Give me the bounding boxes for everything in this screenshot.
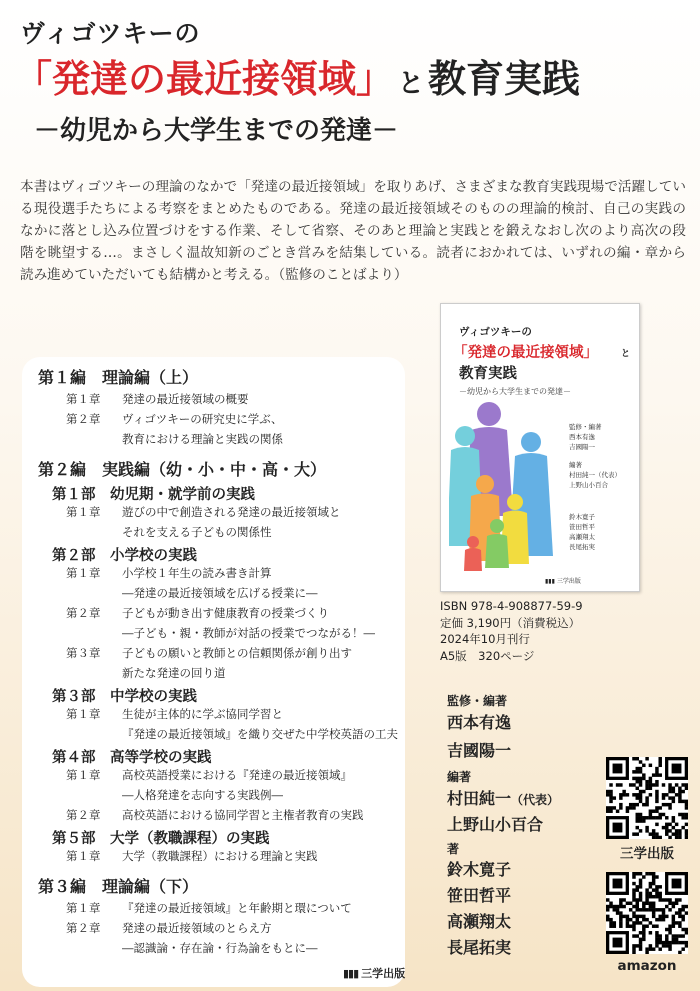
- toc-chapter-number: 第２章: [66, 606, 101, 620]
- main-title-red: 「発達の最近接領域」: [14, 57, 395, 101]
- toc-chapter-title: 子どもの願いと教師との信頼関係が創り出す: [122, 646, 352, 660]
- toc-part-heading: 第１編 理論編（上）: [38, 368, 199, 387]
- author-name: 笹田哲平: [447, 886, 512, 905]
- subtitle: －幼児から大学生までの発達－: [34, 116, 399, 146]
- toc-chapter-title: 遊びの中で創造される発達の最近接領域と: [122, 505, 341, 519]
- toc-chapter-title: ヴィゴツキーの研究史に学ぶ、: [122, 412, 283, 426]
- toc-chapter-number: 第１章: [66, 707, 101, 721]
- toc-chapter-number: 第１章: [66, 849, 101, 863]
- toc-chapter-title: 小学校１年生の読み書き計算: [122, 566, 272, 580]
- toc-chapter-title: 高校英語授業における『発達の最近接領域』: [122, 768, 352, 782]
- toc-chapter-number: 第１章: [66, 505, 101, 519]
- edit-label: 編著: [447, 770, 472, 784]
- cover-title-black: 教育実践: [459, 366, 517, 382]
- toc-chapter-title: 生徒が主体的に学ぶ協同学習と: [122, 707, 283, 721]
- author-name: 鈴木寛子: [447, 860, 512, 879]
- author-label: 著: [447, 842, 460, 856]
- supervise-label: 監修・編著: [447, 694, 508, 708]
- toc-chapter-title-continued: 『発達の最近接領域』を織り交ぜた中学校英語の工夫: [122, 727, 398, 741]
- toc-chapter: [66, 807, 364, 823]
- publisher-qr-code[interactable]: [606, 757, 688, 839]
- cover-supervisor: 西本有逸: [569, 433, 595, 441]
- cover-title-red: 「発達の最近接領域」: [453, 345, 598, 361]
- toc-chapter: [66, 504, 341, 520]
- toc-chapter: [66, 900, 352, 916]
- cover-editor: 上野山小百合: [569, 481, 608, 489]
- toc-publisher: [343, 965, 405, 981]
- supervisor-name: 吉國陽一: [447, 741, 512, 760]
- toc-chapter: [66, 411, 283, 427]
- cover-author: 笹田哲平: [569, 523, 595, 531]
- book-cover: [440, 303, 640, 592]
- cover-title-to: と: [621, 349, 631, 359]
- toc-section-heading: 第４部 高等学校の実践: [52, 750, 212, 766]
- toc-chapter-title: 大学（教職課程）における理論と実践: [122, 849, 318, 863]
- main-title: [14, 48, 580, 103]
- book-info: [440, 598, 583, 664]
- toc-part-heading: 第２編 実践編（幼・小・中・高・大）: [38, 460, 327, 479]
- toc-chapter-title: 発達の最近接領域のとらえ方: [122, 921, 272, 935]
- qr-code-icon: [606, 757, 688, 839]
- cover-subtitle: －幼児から大学生までの発達－: [459, 387, 571, 396]
- family-illustration-icon: [449, 396, 559, 574]
- editor-rep: （代表）: [511, 793, 560, 807]
- toc-chapter-title-continued: ―人格発達を志向する実践例―: [122, 788, 283, 802]
- cover-publisher-name: 三学出版: [556, 578, 581, 585]
- toc-section-heading: 第５部 大学（教職課程）の実践: [52, 831, 270, 847]
- toc-chapter: [66, 565, 272, 581]
- toc-chapter-number: 第１章: [66, 768, 101, 782]
- toc-chapter-title-continued: 教育における理論と実践の関係: [122, 432, 283, 446]
- toc-chapter-title-continued: それを支える子どもの関係性: [122, 525, 272, 539]
- price: 定価 3,190円（消費税込）: [440, 615, 581, 630]
- toc-chapter: [66, 920, 272, 936]
- amazon-qr-code[interactable]: [606, 872, 688, 954]
- toc-chapter: [66, 706, 283, 722]
- toc-chapter-number: 第３章: [66, 646, 101, 660]
- isbn: ISBN 978-4-908877-59-9: [440, 599, 583, 613]
- table-of-contents: [22, 357, 405, 987]
- cover-role-supervise: 監修・編著: [569, 423, 602, 431]
- author-name: 長尾拓実: [447, 938, 512, 957]
- toc-chapter-number: 第２章: [66, 808, 101, 822]
- cover-author: 鈴木寛子: [569, 513, 595, 521]
- editor-name: [447, 786, 559, 809]
- toc-chapter-number: 第１章: [66, 392, 101, 406]
- publisher-logo-icon: ▮▮▮: [343, 967, 359, 980]
- toc-chapter-number: 第２章: [66, 921, 101, 935]
- qr-code-icon: [606, 872, 688, 954]
- qr-label-amazon: amazon: [617, 958, 677, 974]
- toc-chapter-number: 第２章: [66, 412, 101, 426]
- toc-chapter: [66, 605, 329, 621]
- toc-chapter-title-continued: 新たな発達の回り道: [122, 666, 226, 680]
- toc-part-heading: 第３編 理論編（下）: [38, 877, 199, 896]
- toc-chapter-title-continued: ―発達の最近接領域を広げる授業に―: [122, 586, 318, 600]
- toc-chapter-title: 『発達の最近接領域』と年齢期と環について: [122, 901, 352, 915]
- toc-chapter: [66, 391, 249, 407]
- cover-author: 高瀬翔太: [569, 533, 595, 541]
- author-name: 高瀬翔太: [447, 912, 512, 931]
- toc-chapter-title-continued: ―子ども・親・教師が対話の授業でつながる！―: [122, 626, 375, 640]
- cover-supervisor: 吉國陽一: [569, 443, 595, 451]
- toc-chapter: [66, 645, 352, 661]
- cover-role-edit: 編著: [569, 461, 582, 469]
- cover-pre-title: ヴィゴツキーの: [459, 326, 532, 338]
- qr-label-publisher: 三学出版: [620, 846, 674, 862]
- main-title-to: と: [398, 69, 425, 99]
- editor-main-name: 村田純一: [447, 789, 512, 808]
- publisher-logo-icon: ▮▮▮: [545, 578, 557, 585]
- toc-chapter-number: 第１章: [66, 566, 101, 580]
- main-title-black: 教育実践: [428, 57, 581, 101]
- toc-chapter-number: 第１章: [66, 901, 101, 915]
- publish-date: 2024年10月刊行: [440, 632, 530, 646]
- editor-name: 上野山小百合: [447, 815, 544, 834]
- toc-chapter-title: 子どもが動き出す健康教育の授業づくり: [122, 606, 329, 620]
- toc-chapter-title-continued: ―認識論・存在論・行為論をもとに―: [122, 941, 318, 955]
- toc-publisher-name: 三学出版: [361, 967, 406, 980]
- toc-chapter: [66, 767, 352, 783]
- intro-text: 本書はヴィゴツキーの理論のなかで「発達の最近接領域」を取りあげ、さまざまな教育実践現場で活躍している現役選手たちによる考察をまとめたものである。発達の最近接領域そのものの理論的検討、自己の実践のなかに落とし込み位置づけをする作業、そして省察、そのあと理論と実践とを鍛えなおし次のより高次の段階を眺望する…。まさしく温故知新のごとき営みを結集している。読者におかれては、いずれの編・章から読み進めていただいても結構かと考える。（監修のことばより）: [20, 179, 686, 283]
- toc-chapter-title: 発達の最近接領域の概要: [122, 392, 249, 406]
- cover-publisher: [545, 576, 581, 585]
- supervisor-name: 西本有逸: [447, 713, 512, 732]
- toc-section-heading: 第２部 小学校の実践: [52, 548, 197, 564]
- toc-chapter-title: 高校英語における協同学習と主権者教育の実践: [122, 808, 364, 822]
- pre-title: ヴィゴツキーの: [20, 19, 201, 48]
- toc-section-heading: 第１部 幼児期・就学前の実践: [52, 487, 255, 503]
- cover-author: 長尾拓実: [569, 543, 595, 551]
- toc-chapter: [66, 848, 318, 864]
- toc-section-heading: 第３部 中学校の実践: [52, 689, 197, 705]
- format: A5版 320ページ: [440, 648, 535, 663]
- cover-editor: 村田純一（代表）: [569, 471, 621, 479]
